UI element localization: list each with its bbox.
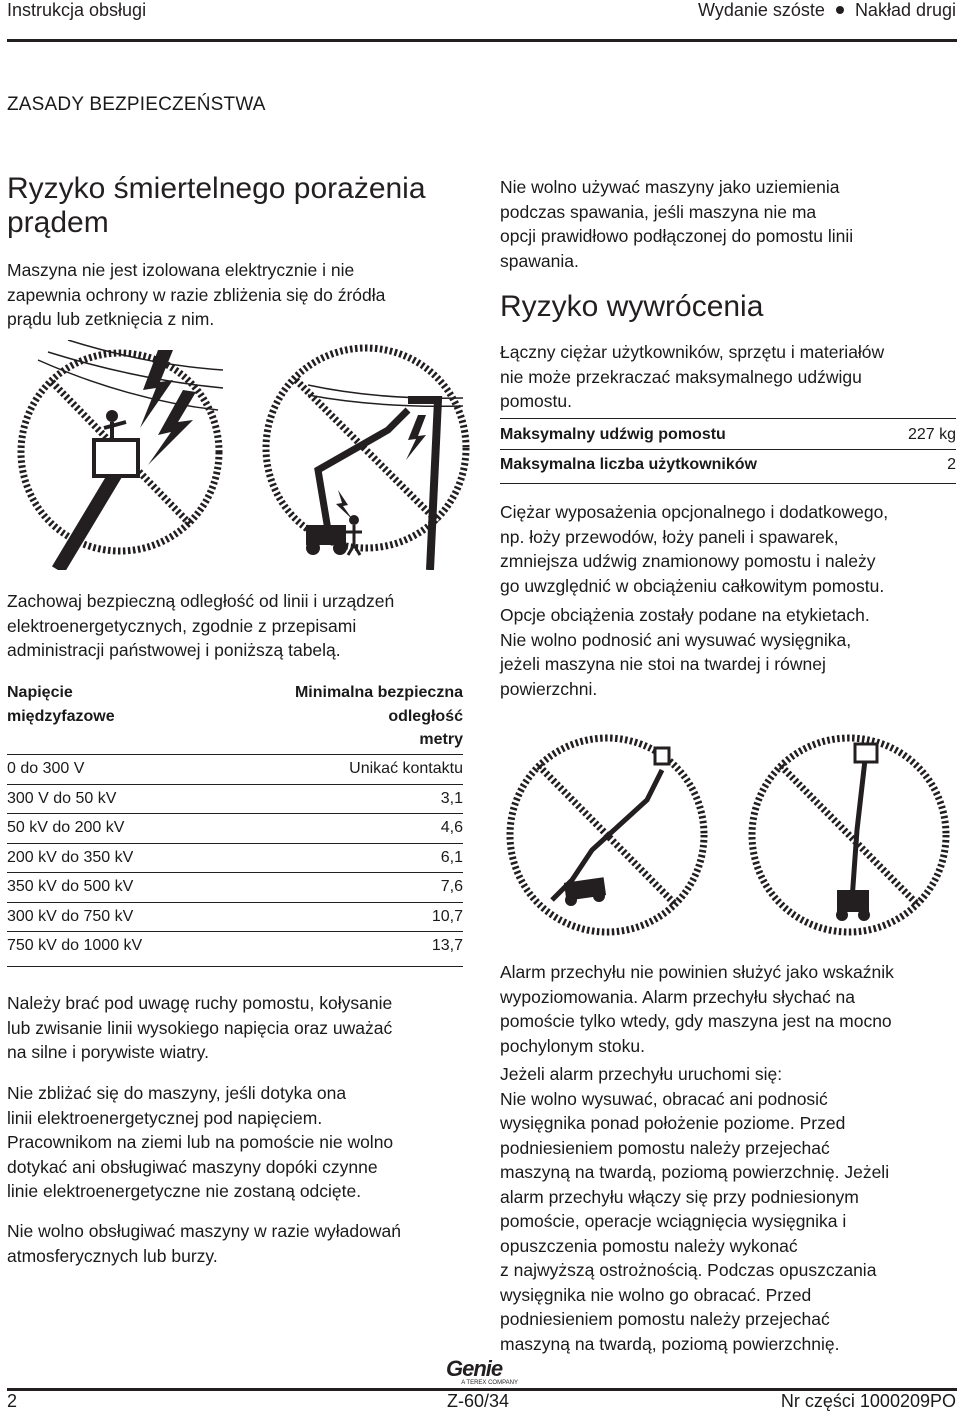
table-header-row-2 — [7, 708, 463, 726]
tilt-alarm-text — [500, 960, 958, 1058]
capacity-rule — [500, 418, 956, 419]
table-row — [7, 790, 463, 808]
table-header-row-3 — [7, 731, 463, 749]
lift-left — [58, 410, 138, 570]
electrocution-title-line-1: Ryzyko śmiertelnego porażenia — [7, 172, 426, 205]
table-cell-distance: Unikać kontaktu — [349, 760, 463, 777]
tip-over-illustration — [497, 730, 959, 940]
text-line: pomostu. — [500, 391, 572, 411]
text-line: lub zwisanie linii wysokiego napięcia oraz uważać — [7, 1017, 393, 1038]
text-line: Łączny ciężar użytkowników, sprzętu i materiałów — [500, 342, 885, 362]
table-rule — [7, 843, 463, 844]
table-rule — [7, 872, 463, 873]
table-row — [7, 937, 463, 955]
text-line: alarm przechyłu włączy się przy podniesionym — [500, 1186, 859, 1207]
text-line: podczas spawania, jeśli maszyna nie ma — [500, 201, 817, 222]
text-line: Opcje obciążenia zostały podane na etykietach. — [500, 605, 870, 625]
table-header-voltage: Napięcie — [7, 684, 73, 701]
section-title: ZASADY BEZPIECZEŃSTWA — [7, 94, 266, 115]
text-line: opuszczenia pomostu należy wykonać — [500, 1235, 798, 1256]
page-number: 2 — [7, 1391, 18, 1411]
text-line: administracji państwowej i poniższą tabelą. — [7, 640, 341, 660]
table-header-distance: Minimalna bezpieczna — [294, 684, 463, 701]
header-manual-title: Instrukcja obsługi — [7, 0, 147, 20]
text-line: Nie wolno podnosić ani wysuwać wysięgnika, — [500, 629, 852, 650]
prohibition-slash-right — [781, 766, 917, 904]
table-cell-distance: 4,6 — [440, 819, 463, 836]
load-limit-text — [500, 340, 956, 414]
text-line: Ciężar wyposażenia opcjonalnego i dodatkowego, — [500, 502, 889, 522]
capacity-row — [500, 456, 956, 474]
text-line: Należy brać pod uwagę ruchy pomostu, kołysanie — [7, 993, 393, 1013]
table-header-row-1 — [7, 684, 463, 702]
text-line: Nie wolno używać maszyny jako uziemienia — [500, 177, 840, 197]
text-line: wysięgnika ponad położenie poziome. Przed — [500, 1113, 846, 1133]
text-line: na silne i porywiste wiatry. — [7, 1042, 209, 1062]
text-line: atmosferycznych lub burzy. — [7, 1245, 218, 1266]
table-cell-voltage: 300 kV do 750 kV — [7, 908, 134, 925]
table-row — [7, 849, 463, 867]
table-rule — [7, 784, 463, 785]
text-line: Nie wolno obsługiwać maszyny w razie wyładowań — [7, 1221, 401, 1241]
text-line: spawania. — [500, 250, 579, 271]
header-edition-label: Wydanie szóste — [698, 0, 825, 20]
table-rule — [7, 902, 463, 903]
text-line: Jeżeli alarm przechyłu uruchomi się: — [500, 1064, 783, 1084]
text-line: pochylonym stoku. — [500, 1035, 645, 1056]
contact-warning — [7, 1081, 477, 1204]
electrocution-heading — [7, 172, 467, 240]
text-line: np. łoży przewodów, łoży paneli i spawarek, — [500, 526, 839, 547]
motion-warning — [7, 991, 477, 1065]
firm-surface-text — [500, 603, 956, 701]
occupants-label: Maksymalna liczba użytkowników — [500, 456, 757, 473]
text-line: Maszyna nie jest izolowana elektrycznie i nie — [7, 260, 355, 280]
capacity-value: 227 kg — [907, 426, 956, 443]
occupants-value: 2 — [947, 456, 956, 473]
table-header-unit: metry — [419, 731, 463, 748]
text-line: linii elektroenergetycznej pod napięciem. — [7, 1107, 323, 1128]
table-cell-voltage: 50 kV do 200 kV — [7, 819, 125, 836]
text-line: nie może przekraczać maksymalnego udźwigu — [500, 366, 862, 387]
part-number: Nr części 1000209PO — [780, 1391, 956, 1411]
welding-warning — [500, 175, 956, 273]
storm-warning — [7, 1219, 477, 1268]
text-line: podniesieniem pomostu należy przejechać — [500, 1137, 830, 1158]
table-cell-voltage: 350 kV do 500 kV — [7, 878, 134, 895]
text-line: Nie zbliżać się do maszyny, jeśli dotyka ona — [7, 1083, 347, 1103]
tip-over-title: Ryzyko wywrócenia — [500, 290, 764, 323]
text-line: wysięgnika nie wolno go obracać. Przed — [500, 1284, 812, 1305]
text-line: podniesieniem pomostu należy przejechać — [500, 1309, 830, 1329]
text-line: zmniejsza udźwig znamionowy pomostu i należy — [500, 551, 876, 571]
table-header-distance-2: odległość — [388, 708, 463, 725]
text-line: maszyną na twardą, poziomą powierzchnię. — [500, 1333, 840, 1354]
text-line: opcji prawidłowo podłączonej do pomostu linii — [500, 226, 854, 246]
model-number: Z-60/34 — [447, 1391, 510, 1411]
bullet-icon — [836, 6, 844, 14]
table-row — [7, 908, 463, 926]
text-line: go uwzględnić w obciążeniu całkowitym pomostu. — [500, 575, 885, 596]
text-line: maszyną na twardą, poziomą powierzchnię. Jeżeli — [500, 1162, 890, 1182]
text-line: pomoście, operacje wciągnięcia wysięgnika i — [500, 1211, 847, 1231]
capacity-rule — [500, 449, 956, 450]
text-line: wypoziomowania. Alarm przechyłu słychać na — [500, 986, 856, 1007]
table-rule — [7, 966, 463, 967]
electrocution-title-line-2: prądem — [7, 206, 109, 239]
tilt-alarm-procedure — [500, 1062, 958, 1356]
header-edition — [698, 0, 956, 21]
text-line: dotykać ani obsługiwać maszyny dopóki czynne — [7, 1156, 378, 1177]
capacity-label: Maksymalny udźwig pomostu — [500, 426, 726, 443]
text-line: pomoście tylko wtedy, gdy maszyna jest na mocno — [500, 1011, 892, 1031]
text-line: prądu lub zetknięcia z nim. — [7, 309, 215, 329]
text-line: Alarm przechyłu nie powinien służyć jako wskaźnik — [500, 962, 894, 982]
text-line: Zachowaj bezpieczną odległość od linii i urządzeń — [7, 591, 395, 611]
keep-distance-text — [7, 589, 477, 663]
table-cell-voltage: 750 kV do 1000 kV — [7, 937, 143, 954]
genie-logo — [446, 1358, 518, 1386]
capacity-rule — [500, 483, 956, 484]
lift-right — [306, 410, 408, 555]
table-row — [7, 819, 463, 837]
genie-logo-text: Genie — [446, 1356, 503, 1381]
electrocution-intro — [7, 258, 477, 332]
table-cell-distance: 6,1 — [440, 849, 463, 866]
table-row — [7, 760, 463, 778]
table-header-voltage-2: międzyfazowe — [7, 708, 115, 725]
header-rule — [7, 39, 957, 42]
genie-logo-subtext: A TEREX COMPANY — [461, 1380, 518, 1386]
text-line: Pracownikom na ziemi lub na pomoście nie wolno — [7, 1132, 394, 1152]
text-line: linie elektroenergetyczne nie zostaną odcięte. — [7, 1181, 362, 1201]
table-cell-distance: 10,7 — [431, 908, 463, 925]
text-line: Nie wolno wysuwać, obracać ani podnosić — [500, 1088, 828, 1109]
electrocution-illustration — [8, 340, 470, 570]
table-rule — [7, 931, 463, 932]
text-line: z najwyższą ostrożnością. Podczas opuszczania — [500, 1260, 877, 1280]
table-cell-distance: 3,1 — [440, 790, 463, 807]
capacity-row — [500, 426, 956, 444]
table-rule — [7, 813, 463, 814]
table-cell-distance: 7,6 — [440, 878, 463, 895]
table-cell-voltage: 300 V do 50 kV — [7, 790, 117, 807]
text-line: elektroenergetycznych, zgodnie z przepisami — [7, 615, 357, 636]
table-rule — [7, 754, 463, 755]
header-printing-label: Nakład drugi — [854, 0, 956, 20]
text-line: zapewnia ochrony w razie zbliżenia się do źródła — [7, 284, 386, 305]
options-weight-text — [500, 500, 956, 598]
table-cell-voltage: 200 kV do 350 kV — [7, 849, 134, 866]
table-cell-voltage: 0 do 300 V — [7, 760, 85, 777]
table-row — [7, 878, 463, 896]
table-cell-distance: 13,7 — [431, 937, 463, 954]
text-line: jeżeli maszyna nie stoi na twardej i równej — [500, 654, 826, 674]
text-line: powierzchni. — [500, 678, 598, 699]
